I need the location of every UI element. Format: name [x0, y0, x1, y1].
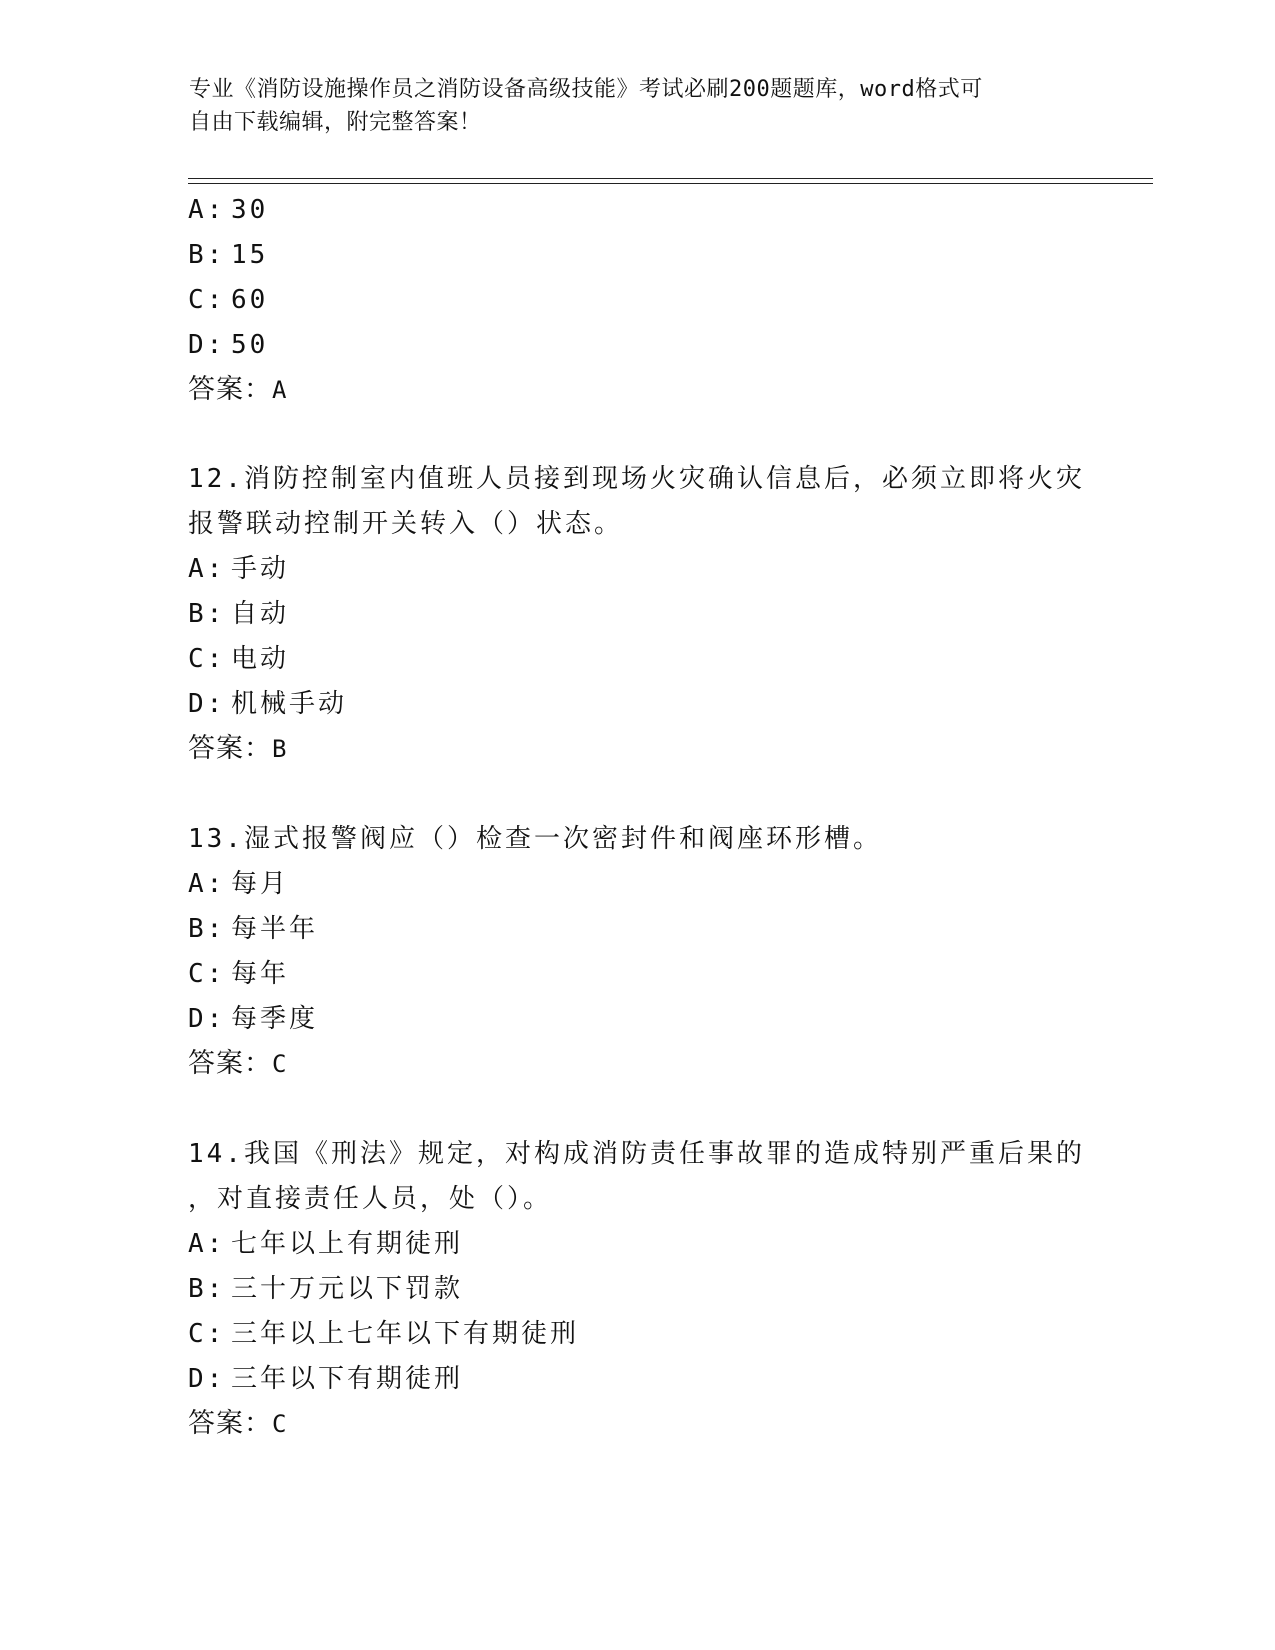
q12-option-c-text: 电动: [231, 644, 290, 674]
q12-option-a: [188, 552, 289, 586]
q14-option-c-text: 三年以上七年以下有期徒刑: [231, 1319, 580, 1349]
q11-option-d-text: 50: [231, 330, 269, 360]
q13-option-c-text: 每年: [231, 959, 290, 989]
q13-answer-value: C: [272, 1050, 288, 1078]
q14-option-b: [188, 1272, 463, 1306]
q13-answer: [188, 1047, 287, 1081]
q13-option-d-key: D:: [188, 1004, 226, 1034]
q13-option-a: [188, 867, 289, 901]
q12-option-d-text: 机械手动: [231, 689, 348, 719]
q14-option-a-key: A:: [188, 1229, 226, 1259]
q11-option-b: [188, 238, 268, 272]
q13-option-d-text: 每季度: [231, 1004, 319, 1034]
q11-option-c-text: 60: [231, 285, 269, 315]
q12-answer-label: 答案：: [188, 733, 272, 764]
q13-option-a-key: A:: [188, 869, 226, 899]
q13-option-c-key: C:: [188, 959, 226, 989]
header-line-1: 专业《消防设施操作员之消防设备高级技能》考试必刷200题题库，word格式可: [189, 77, 983, 102]
q11-option-a: [188, 193, 268, 227]
q12-stem-line-1: 12.消防控制室内值班人员接到现场火灾确认信息后，必须立即将火灾: [188, 464, 1085, 494]
q11-answer-label: 答案：: [188, 374, 272, 405]
q12-option-b: [188, 597, 289, 631]
q13-answer-label: 答案：: [188, 1048, 272, 1079]
q14-option-d-text: 三年以下有期徒刑: [231, 1364, 464, 1394]
q14-option-b-text: 三十万元以下罚款: [231, 1274, 464, 1304]
q11-option-c: [188, 283, 268, 317]
q12-answer: [188, 732, 287, 766]
q13-option-b: [188, 912, 318, 946]
q12-option-d: [188, 687, 347, 721]
q13-option-d: [188, 1002, 318, 1036]
q11-option-b-text: 15: [231, 240, 269, 270]
q11-option-a-text: 30: [231, 195, 269, 225]
q11-option-a-key: A:: [188, 195, 226, 225]
q11-answer: [188, 373, 287, 407]
q14-answer: [188, 1407, 287, 1441]
q12-answer-value: B: [272, 735, 288, 763]
q13-option-a-text: 每月: [231, 869, 290, 899]
q12-option-a-key: A:: [188, 554, 226, 584]
q13-option-b-key: B:: [188, 914, 226, 944]
q13-option-c: [188, 957, 289, 991]
q14-option-b-key: B:: [188, 1274, 226, 1304]
q14-stem-line-2: ，对直接责任人员，处（）。: [188, 1184, 553, 1214]
q14-option-c-key: C:: [188, 1319, 226, 1349]
document-header: [189, 73, 1089, 139]
q12-option-d-key: D:: [188, 689, 226, 719]
header-divider-bottom: [188, 183, 1153, 184]
q12-option-c-key: C:: [188, 644, 226, 674]
q11-answer-value: A: [272, 376, 288, 404]
q13-option-b-text: 每半年: [231, 914, 319, 944]
q12-stem-line-2: 报警联动控制开关转入（）状态。: [188, 509, 624, 539]
q14-stem-line-1: 14.我国《刑法》规定，对构成消防责任事故罪的造成特别严重后果的: [188, 1139, 1085, 1169]
q12-option-c: [188, 642, 289, 676]
q14-option-d: [188, 1362, 463, 1396]
q13-stem-line-1: 13.湿式报警阀应（）检查一次密封件和阀座环形槽。: [188, 824, 882, 854]
q11-option-d-key: D:: [188, 330, 226, 360]
q12-option-a-text: 手动: [231, 554, 290, 584]
header-line-2: 自由下载编辑，附完整答案！: [189, 110, 482, 135]
q11-option-c-key: C:: [188, 285, 226, 315]
q12-option-b-text: 自动: [231, 599, 290, 629]
q14-option-d-key: D:: [188, 1364, 226, 1394]
q14-option-c: [188, 1317, 579, 1351]
q14-answer-label: 答案：: [188, 1408, 272, 1439]
q11-option-b-key: B:: [188, 240, 226, 270]
q12-option-b-key: B:: [188, 599, 226, 629]
header-divider-top: [188, 178, 1153, 179]
q14-answer-value: C: [272, 1410, 288, 1438]
q14-option-a: [188, 1227, 463, 1261]
q11-option-d: [188, 328, 268, 362]
q14-option-a-text: 七年以上有期徒刑: [231, 1229, 464, 1259]
